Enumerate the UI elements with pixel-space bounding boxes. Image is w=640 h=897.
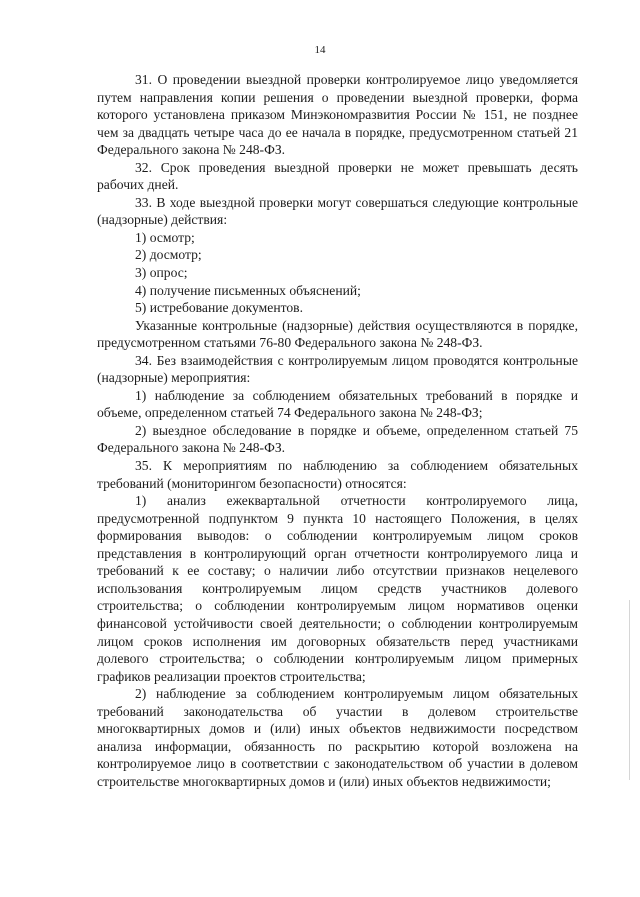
list-item-observation: 1) наблюдение за соблюдением обязательных требований в порядке и объеме, определенном статьей 74 Федерального закона № 248-ФЗ; — [97, 387, 578, 421]
paragraph-control-actions-order: Указанные контрольные (надзорные) действия осуществляются в порядке, предусмотренном статьями 76-80 Федерального закона № 248-ФЗ. — [97, 317, 578, 351]
list-item-disclosure-monitoring: 2) наблюдение за соблюдением контролируемым лицом обязательных требований законодательства об участии в долевом строительстве многоквартирных домов и (или) иных объектов недвижимости посредством анализа информации, обязанность по раскрытию которой возложена на контролируемое лицо в соответствии с законодательством об участии в долевом строительстве многоквартирных домов и (или) иных объектов недвижимости; — [97, 686, 578, 789]
page-number: 14 — [314, 44, 326, 56]
paragraph-31: 31. О проведении выездной проверки контролируемое лицо уведомляется путем направления копии решения о проведении выездной проверки, форма которого установлена приказом Минэкономразвития России № 151, не позднее чем за двадцать четыре часа до ее начала в порядке, предусмотренном статьей 21 Федерального закона № 248-ФЗ. — [97, 72, 578, 158]
list-item-reporting-analysis: 1) анализ ежеквартальной отчетности контролируемого лица, предусмотренной подпунктом 9 пункта 10 настоящего Положения, в целях формирования выводов: о соблюдении контролируемым лицом сроков представления в контролирующий орган отчетности контролируемого лица и требований к ее составу; о наличии либо отсутствии признаков нецелевого использования контролируемым лицом средств участников долевого строительства; о соблюдении контролируемым лицом нормативов оценки финансовой устойчивости своей деятельности; о соблюдении контролируемым лицом сроков исполнения им договорных обязательств перед участниками долевого строительства; о соблюдении контролируемым лицом примерных графиков реализации проектов строительства; — [97, 493, 578, 684]
document-body — [97, 71, 578, 790]
paragraph-34: 34. Без взаимодействия с контролируемым лицом проводятся контрольные (надзорные) мероприятия: — [97, 352, 578, 386]
list-item-field-survey: 2) выездное обследование в порядке и объеме, определенном статьей 75 Федерального закона № 248-ФЗ. — [97, 422, 578, 456]
paragraph-32: 32. Срок проведения выездной проверки не может превышать десять рабочих дней. — [97, 159, 578, 193]
list-item-inspection: 1) осмотр; — [135, 229, 195, 245]
scan-margin-line — [629, 600, 630, 780]
list-item-questioning: 3) опрос; — [135, 265, 188, 281]
list-item-search: 2) досмотр; — [135, 247, 202, 263]
list-item-document-request: 5) истребование документов. — [135, 300, 303, 316]
paragraph-33: 33. В ходе выездной проверки могут совершаться следующие контрольные (надзорные) действия: — [97, 194, 578, 228]
list-item-written-explanations: 4) получение письменных объяснений; — [135, 282, 361, 298]
paragraph-35: 35. К мероприятиям по наблюдению за соблюдением обязательных требований (мониторингом безопасности) относятся: — [97, 458, 578, 491]
